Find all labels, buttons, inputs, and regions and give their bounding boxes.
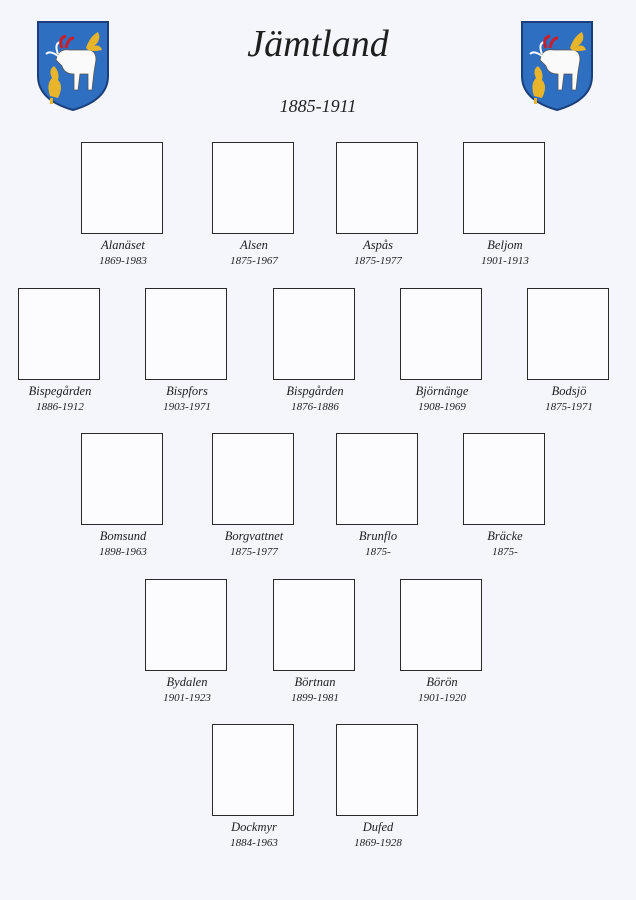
stamp-slot: [212, 433, 296, 558]
stamp-box[interactable]: [212, 142, 294, 234]
stamp-slot: [336, 724, 420, 849]
stamp-box[interactable]: [400, 288, 482, 380]
slot-years: 1869-1983: [99, 255, 147, 267]
slot-years: 1898-1963: [99, 546, 147, 558]
slot-name: Aspås: [363, 238, 393, 252]
slot-name: Beljom: [487, 238, 523, 252]
slot-years: 1908-1969: [418, 401, 466, 413]
stamp-box[interactable]: [400, 579, 482, 671]
slot-years: 1875-: [492, 546, 518, 558]
slot-years: 1875-1977: [354, 255, 402, 267]
stamp-box[interactable]: [463, 433, 545, 525]
slot-years: 1903-1971: [163, 401, 211, 413]
slot-name: Bomsund: [99, 529, 147, 543]
stamp-slot: [336, 142, 420, 267]
stamp-slot: [212, 142, 296, 267]
slot-name: Bispgården: [286, 384, 344, 398]
stamp-box[interactable]: [145, 579, 227, 671]
slot-years: 1901-1913: [481, 255, 529, 267]
stamp-box[interactable]: [336, 433, 418, 525]
slot-name: Alanäset: [101, 238, 145, 252]
slot-name: Bräcke: [487, 529, 523, 543]
stamp-slot: [273, 288, 357, 413]
slot-name: Bydalen: [166, 675, 208, 689]
stamp-slot: [145, 288, 229, 413]
slot-years: 1875-: [365, 546, 391, 558]
slot-years: 1875-1971: [545, 401, 593, 413]
slot-name: Bispfors: [166, 384, 208, 398]
stamp-slot: [527, 288, 611, 413]
slot-name: Börön: [426, 675, 458, 689]
stamp-slot: [81, 433, 165, 558]
slot-name: Bodsjö: [551, 384, 587, 398]
slot-years: 1901-1923: [163, 692, 211, 704]
stamp-slot: [336, 433, 420, 558]
slot-name: Börtnan: [294, 675, 336, 689]
slot-years: 1876-1886: [291, 401, 339, 413]
stamp-slot: [463, 433, 547, 558]
page-title: Jämtland: [247, 23, 389, 65]
stamp-box[interactable]: [212, 724, 294, 816]
stamp-slot: [18, 288, 102, 413]
slot-name: Bispegården: [28, 384, 92, 398]
stamp-slot: [400, 288, 484, 413]
stamp-box[interactable]: [81, 142, 163, 234]
slot-years: 1884-1963: [230, 837, 278, 849]
stamp-slot: [145, 579, 229, 704]
slot-name: Dockmyr: [231, 820, 277, 834]
slot-name: Alsen: [240, 238, 268, 252]
slot-years: 1886-1912: [36, 401, 84, 413]
slot-name: Björnänge: [415, 384, 469, 398]
stamp-slot: [212, 724, 296, 849]
stamp-box[interactable]: [273, 288, 355, 380]
stamp-box[interactable]: [81, 433, 163, 525]
stamp-box[interactable]: [273, 579, 355, 671]
stamp-box[interactable]: [463, 142, 545, 234]
slot-years: 1899-1981: [291, 692, 339, 704]
stamp-slot: [400, 579, 484, 704]
slot-years: 1875-1967: [230, 255, 278, 267]
period-label: 1885-1911: [279, 96, 357, 116]
stamp-slot: [81, 142, 165, 267]
stamp-box[interactable]: [212, 433, 294, 525]
slot-years: 1875-1977: [230, 546, 278, 558]
slot-name: Brunflo: [358, 529, 398, 543]
slot-name: Dufed: [362, 820, 394, 834]
stamp-box[interactable]: [336, 142, 418, 234]
stamp-box[interactable]: [18, 288, 100, 380]
stamp-slot: [273, 579, 357, 704]
stamp-slot: [463, 142, 547, 267]
stamp-box[interactable]: [527, 288, 609, 380]
slot-name: Borgvattnet: [224, 529, 284, 543]
slot-years: 1869-1928: [354, 837, 402, 849]
slot-years: 1901-1920: [418, 692, 466, 704]
stamp-box[interactable]: [145, 288, 227, 380]
stamp-box[interactable]: [336, 724, 418, 816]
